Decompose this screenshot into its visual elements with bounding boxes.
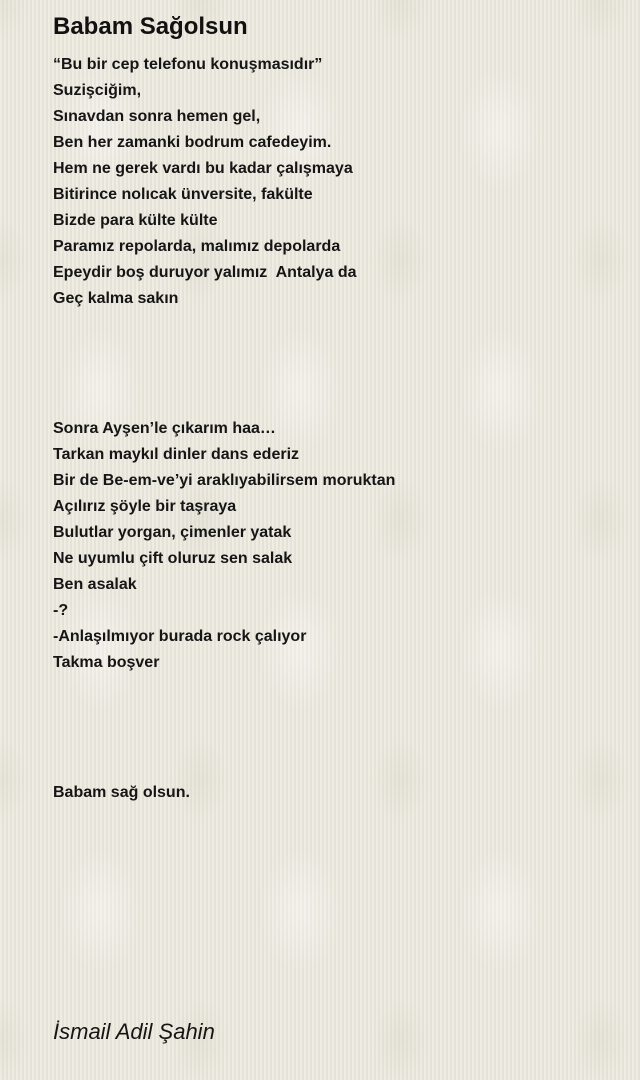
stanza-gap <box>53 676 395 702</box>
stanza-gap <box>53 364 395 390</box>
stanza-gap <box>53 390 395 416</box>
poem-body <box>53 52 395 806</box>
poem-line: Suzişciğim, <box>53 82 142 99</box>
stanza-gap <box>53 728 395 754</box>
poem-line: Sonra Ayşen’le çıkarım haa… <box>53 420 276 437</box>
poem-line: Tarkan maykıl dinler dans ederiz <box>53 446 300 463</box>
poem-line: Bir de Be-em-ve’yi araklıyabilirsem moruktan <box>53 472 396 489</box>
poem-title: Babam Sağolsun <box>53 13 248 40</box>
poem-line: Bitirince nolıcak ünversite, fakülte <box>53 186 313 203</box>
poem-line: Hem ne gerek vardı bu kadar çalışmaya <box>53 160 353 177</box>
poem-line: Paramız repolarda, malımız depolarda <box>53 238 341 255</box>
stanza-gap <box>53 754 395 780</box>
poem-line: Bulutlar yorgan, çimenler yatak <box>53 524 292 541</box>
poem-line: Babam sağ olsun. <box>53 784 190 801</box>
poem-line: Ne uyumlu çift oluruz sen salak <box>53 550 293 567</box>
poem-line: Ben asalak <box>53 576 137 593</box>
stanza-gap <box>53 312 395 338</box>
poem-line: -? <box>53 602 69 619</box>
poem-line: Geç kalma sakın <box>53 290 179 307</box>
poem-line: Epeydir boş duruyor yalımız Antalya da <box>53 264 357 281</box>
stanza-gap <box>53 338 395 364</box>
poem-line: Açılırız şöyle bir taşraya <box>53 498 237 515</box>
poem-line: Ben her zamanki bodrum cafedeyim. <box>53 134 332 151</box>
author-name: İsmail Adil Şahin <box>53 1019 215 1044</box>
poem-line: Takma boşver <box>53 654 160 671</box>
poem-line: “Bu bir cep telefonu konuşmasıdır” <box>53 56 323 73</box>
poem-line: -Anlaşılmıyor burada rock çalıyor <box>53 628 307 645</box>
stanza-gap <box>53 702 395 728</box>
poem-line: Sınavdan sonra hemen gel, <box>53 108 261 125</box>
poem-line: Bizde para külte külte <box>53 212 218 229</box>
